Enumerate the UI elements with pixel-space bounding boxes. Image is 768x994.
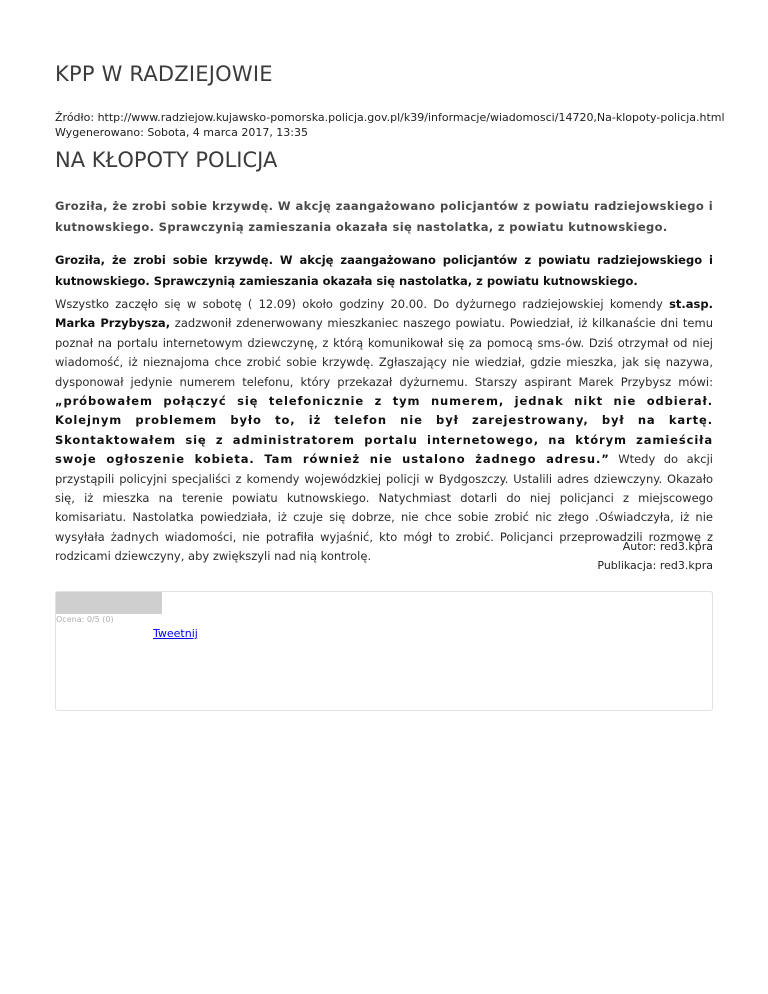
body-text-2: zadzwonił zdenerwowany mieszkaniec naszego powiatu. Powiedział, iż kilkanaście dni temu poznał na portalu internetowym dziewczynę, z którą komunikował się za pomocą sms-ów. Dziś otrzymał od niej wiadomość, iż nieznajoma chce zrobić sobie krzywdę. Zgłaszający nie wiedział, gdzie mieszka, jak się nazywa, dysponował jedynie numerem telefonu, który przekazał dyżurnemu. Starszy aspirant Marek Przybysz mówi: xyxy=(55,316,713,389)
publication-line: Publikacja: red3.kpra xyxy=(597,559,713,572)
source-url: Źródło: http://www.radziejow.kujawsko-pomorska.policja.gov.pl/k39/informacje/wiadomosci/14720,Na-klopoty-policja.html xyxy=(55,111,725,124)
article-body xyxy=(55,295,713,567)
officer-name: st.asp. Marka Przybysza, xyxy=(55,297,713,331)
body-text-1: Wszystko zaczęło się w sobotę ( 12.09) około godziny 20.00. Do dyżurnego radziejowskiej komendy xyxy=(55,297,670,311)
generated-date: Wygenerowano: Sobota, 4 marca 2017, 13:35 xyxy=(55,126,309,139)
site-title: KPP W RADZIEJOWIE xyxy=(55,62,273,86)
tweet-link[interactable]: Tweetnij xyxy=(153,627,198,640)
source-info xyxy=(55,110,725,140)
article-lead-repeat: Groziła, że zrobi sobie krzywdę. W akcję zaangażowano policjantów z powiatu radziejowskiego i kutnowskiego. Sprawczynią zamieszania okazała się nastolatka, z powiatu kutnowskiego. xyxy=(55,253,713,288)
body-text-3: Wtedy do akcji przystąpili policyjni specjaliści z komendy wojewódzkiej policji w Bydgoszczy. Ustalili adres dziewczyny. Okazało się, iż mieszka na terenie powiatu kutnowskiego. Natychmiast dotarli do niej policjanci z miejscowego komisariatu. Nastolatka powiedziała, iż czuje się dobrze, nie chce sobie zrobić nic złego .Oświadczyła, iż nie wysyłała żadnych wiadomości, nie potrafiła wyjaśnić, kto mógł to zrobić. Policjanci przeprowadzili rozmowę z rodzicami dziewczyny, aby zwiększyli nad nią kontrolę. xyxy=(55,452,713,564)
officer-quote: „próbowałem połączyć się telefonicznie z tym numerem, jednak nikt nie odbierał. Kolejnym problemem było to, iż telefon nie był zarejestrowany, był na kartę. Skontaktowałem się z administratorem portalu internetowego, na którym zamieściła swoje ogłoszenie kobieta. Tam również nie ustalono żadnego adresu.” xyxy=(55,394,713,467)
article-meta xyxy=(597,537,713,575)
author-line: Autor: red3.kpra xyxy=(622,540,713,553)
rating-text: Ocena: 0/5 (0) xyxy=(56,615,114,624)
rating-stars-bar[interactable] xyxy=(56,592,162,614)
rating-panel xyxy=(55,591,713,711)
article-lead: Groziła, że zrobi sobie krzywdę. W akcję zaangażowano policjantów z powiatu radziejowskiego i kutnowskiego. Sprawczynią zamieszania okazała się nastolatka, z powiatu kutnowskiego. xyxy=(55,199,713,234)
article-title: NA KŁOPOTY POLICJA xyxy=(55,148,278,172)
